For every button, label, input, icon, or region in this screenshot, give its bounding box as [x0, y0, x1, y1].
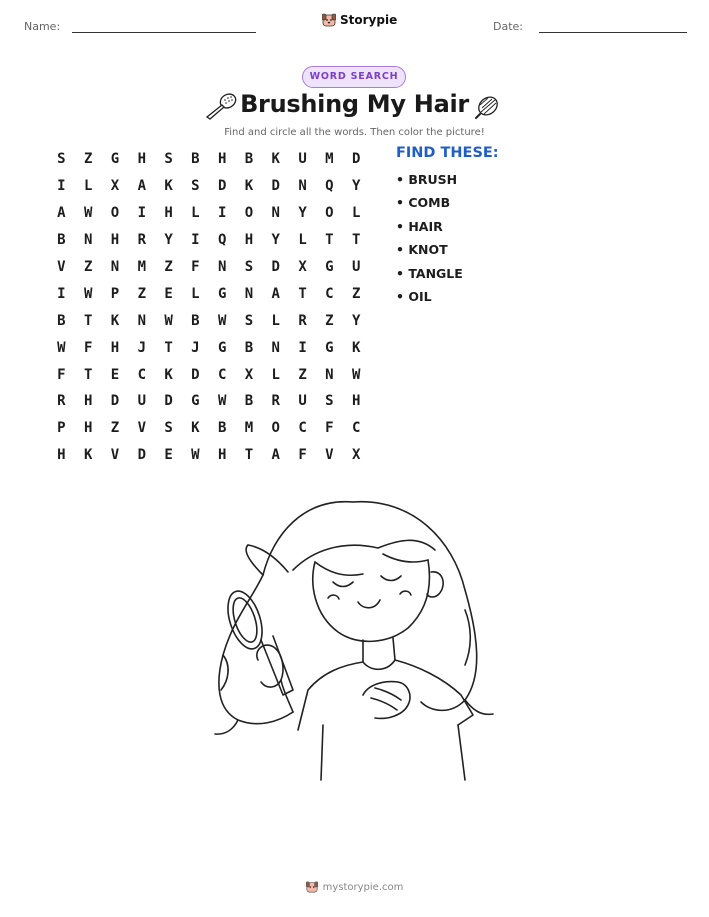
grid-letter[interactable]: X: [110, 178, 120, 195]
grid-letter[interactable]: R: [298, 312, 307, 329]
grid-letter[interactable]: M: [137, 259, 146, 275]
grid-letter[interactable]: V: [325, 447, 334, 464]
grid-letter[interactable]: C: [137, 366, 146, 383]
grid-letter[interactable]: I: [217, 205, 227, 222]
grid-letter[interactable]: A: [137, 178, 146, 195]
grid-letter[interactable]: P: [110, 285, 120, 302]
grid-letter[interactable]: U: [351, 259, 361, 275]
grid-letter[interactable]: W: [191, 447, 200, 464]
instructions: Find and circle all the words. Then color the picture!: [224, 127, 485, 138]
grid-letter[interactable]: B: [244, 151, 254, 168]
grid-letter[interactable]: B: [57, 232, 66, 249]
grid-letter[interactable]: U: [298, 393, 307, 410]
grid-letter[interactable]: Y: [351, 312, 361, 329]
dog-mascot-icon: [322, 13, 336, 27]
grid-letter[interactable]: L: [351, 205, 361, 222]
grid-letter[interactable]: N: [137, 312, 146, 329]
grid-row: [48, 334, 370, 361]
grid-letter[interactable]: W: [217, 312, 227, 329]
girl-brushing-hair-illustration: [203, 490, 503, 790]
brand-name: Storypie: [340, 13, 398, 27]
grid-letter[interactable]: H: [83, 393, 93, 410]
grid-letter[interactable]: N: [298, 178, 307, 195]
grid-letter[interactable]: W: [83, 205, 93, 222]
grid-letter[interactable]: A: [271, 447, 280, 464]
grid-letter[interactable]: W: [164, 312, 173, 329]
grid-letter[interactable]: H: [110, 339, 120, 356]
grid-letter[interactable]: O: [325, 205, 334, 222]
grid-letter[interactable]: B: [191, 312, 200, 329]
grid-letter[interactable]: A: [271, 285, 280, 302]
grid-row: [48, 227, 370, 254]
grid-letter[interactable]: S: [244, 259, 254, 275]
grid-letter[interactable]: I: [137, 205, 146, 222]
grid-letter[interactable]: B: [244, 393, 254, 410]
grid-letter[interactable]: F: [83, 339, 93, 356]
grid-letter[interactable]: Z: [83, 259, 93, 275]
grid-letter[interactable]: G: [325, 339, 334, 356]
grid-letter[interactable]: D: [110, 393, 120, 410]
grid-row: [48, 173, 370, 200]
grid-letter[interactable]: F: [57, 366, 66, 383]
grid-letter[interactable]: Y: [298, 205, 307, 222]
grid-letter[interactable]: P: [57, 420, 66, 437]
grid-letter[interactable]: V: [57, 259, 66, 275]
grid-letter[interactable]: D: [271, 178, 280, 195]
grid-letter[interactable]: N: [217, 259, 227, 275]
date-label: Date:: [493, 20, 523, 33]
grid-letter[interactable]: I: [298, 339, 307, 356]
name-label: Name:: [24, 20, 61, 33]
grid-letter[interactable]: E: [164, 447, 173, 464]
grid-letter[interactable]: H: [164, 205, 173, 222]
grid-letter[interactable]: Y: [351, 178, 361, 195]
grid-letter[interactable]: I: [191, 232, 200, 249]
grid-letter[interactable]: W: [217, 393, 227, 410]
grid-letter[interactable]: Z: [298, 366, 307, 383]
grid-row: [48, 280, 370, 307]
grid-letter[interactable]: K: [110, 312, 120, 329]
grid-letter[interactable]: T: [83, 366, 93, 383]
grid-letter[interactable]: S: [164, 151, 173, 168]
grid-letter[interactable]: Z: [164, 259, 173, 275]
grid-letter[interactable]: Y: [164, 232, 173, 249]
grid-letter[interactable]: K: [164, 178, 173, 195]
grid-letter[interactable]: J: [137, 339, 146, 356]
grid-letter[interactable]: L: [271, 366, 280, 383]
grid-letter[interactable]: N: [83, 232, 93, 249]
word-list-item: • TANGLE: [396, 265, 463, 281]
grid-letter[interactable]: Z: [351, 285, 361, 302]
grid-letter[interactable]: N: [325, 366, 334, 383]
grid-row: [48, 200, 370, 227]
grid-letter[interactable]: G: [325, 259, 334, 275]
grid-letter[interactable]: C: [298, 420, 307, 437]
grid-letter[interactable]: F: [325, 420, 334, 437]
grid-letter[interactable]: D: [191, 366, 200, 383]
grid-letter[interactable]: H: [244, 232, 254, 249]
comb-icon: [474, 92, 502, 120]
grid-row: [48, 146, 370, 173]
grid-letter[interactable]: H: [57, 447, 66, 464]
grid-letter[interactable]: T: [164, 339, 173, 356]
word-list-item: • KNOT: [396, 242, 448, 258]
grid-letter[interactable]: L: [83, 178, 93, 195]
grid-letter[interactable]: X: [351, 447, 361, 464]
grid-letter[interactable]: I: [57, 178, 66, 195]
grid-letter[interactable]: L: [191, 205, 200, 222]
grid-row: [48, 388, 370, 415]
grid-letter[interactable]: C: [325, 285, 334, 302]
grid-letter[interactable]: M: [244, 420, 254, 437]
page-title: Brushing My Hair: [240, 90, 469, 118]
grid-letter[interactable]: T: [244, 447, 254, 464]
grid-letter[interactable]: S: [244, 312, 254, 329]
grid-letter[interactable]: G: [217, 339, 227, 356]
grid-letter[interactable]: T: [351, 232, 361, 249]
word-list-item: • OIL: [396, 288, 432, 304]
grid-letter[interactable]: S: [164, 420, 173, 437]
grid-letter[interactable]: G: [110, 151, 120, 168]
grid-letter[interactable]: D: [217, 178, 227, 195]
grid-letter[interactable]: D: [137, 447, 146, 464]
grid-letter[interactable]: R: [271, 393, 280, 410]
grid-letter[interactable]: L: [271, 312, 280, 329]
grid-letter[interactable]: B: [191, 151, 200, 168]
grid-row: [48, 442, 370, 469]
grid-letter[interactable]: K: [191, 420, 200, 437]
grid-letter[interactable]: K: [271, 151, 280, 168]
date-line[interactable]: [539, 32, 687, 33]
grid-row: [48, 415, 370, 442]
find-these-heading: FIND THESE:: [396, 145, 499, 161]
grid-letter[interactable]: J: [191, 339, 200, 356]
grid-letter[interactable]: Z: [83, 151, 93, 168]
grid-letter[interactable]: B: [57, 312, 66, 329]
grid-letter[interactable]: V: [110, 447, 120, 464]
grid-letter[interactable]: X: [298, 259, 307, 275]
grid-letter[interactable]: Z: [110, 420, 120, 437]
grid-letter[interactable]: S: [57, 151, 66, 168]
grid-letter[interactable]: T: [325, 232, 334, 249]
grid-letter[interactable]: V: [137, 420, 146, 437]
grid-letter[interactable]: W: [57, 339, 66, 356]
dog-mascot-icon: [306, 881, 318, 893]
grid-letter[interactable]: X: [244, 366, 254, 383]
word-list-item: • HAIR: [396, 218, 443, 234]
grid-letter[interactable]: Q: [325, 178, 334, 195]
grid-letter[interactable]: R: [137, 232, 146, 249]
grid-letter[interactable]: G: [217, 285, 227, 302]
grid-letter[interactable]: H: [351, 393, 361, 410]
grid-row: [48, 307, 370, 334]
grid-letter[interactable]: D: [164, 393, 173, 410]
grid-letter[interactable]: W: [83, 285, 93, 302]
grid-letter[interactable]: U: [137, 393, 146, 410]
grid-letter[interactable]: E: [164, 285, 173, 302]
grid-letter[interactable]: N: [244, 285, 254, 302]
grid-letter[interactable]: D: [271, 259, 280, 275]
grid-letter[interactable]: Z: [137, 285, 146, 302]
grid-letter[interactable]: U: [298, 151, 307, 168]
grid-letter[interactable]: T: [298, 285, 307, 302]
grid-letter[interactable]: B: [217, 420, 227, 437]
grid-letter[interactable]: B: [244, 339, 254, 356]
grid-row: [48, 254, 370, 281]
grid-letter[interactable]: N: [271, 339, 280, 356]
grid-letter[interactable]: L: [191, 285, 200, 302]
grid-letter[interactable]: K: [244, 178, 254, 195]
grid-letter[interactable]: O: [244, 205, 254, 222]
grid-letter[interactable]: N: [271, 205, 280, 222]
word-list: [396, 171, 463, 311]
brand-logo: [322, 13, 397, 27]
grid-letter[interactable]: H: [83, 420, 93, 437]
grid-letter[interactable]: K: [351, 339, 361, 356]
word-search-badge: WORD SEARCH: [302, 66, 406, 88]
footer-url[interactable]: mystorypie.com: [322, 881, 404, 893]
grid-letter[interactable]: F: [191, 259, 200, 275]
grid-letter[interactable]: O: [110, 205, 120, 222]
grid-letter[interactable]: H: [137, 151, 146, 168]
grid-letter[interactable]: N: [110, 259, 120, 275]
grid-letter[interactable]: M: [325, 151, 334, 168]
grid-letter[interactable]: C: [217, 366, 227, 383]
grid-letter[interactable]: F: [298, 447, 307, 464]
grid-letter[interactable]: H: [110, 232, 120, 249]
grid-letter[interactable]: K: [164, 366, 173, 383]
grid-letter[interactable]: L: [298, 232, 307, 249]
grid-letter[interactable]: Q: [217, 232, 227, 249]
grid-letter[interactable]: G: [191, 393, 200, 410]
grid-letter[interactable]: H: [217, 447, 227, 464]
footer: [0, 881, 709, 893]
word-list-item: • COMB: [396, 195, 451, 211]
grid-letter[interactable]: W: [351, 366, 361, 383]
name-line[interactable]: [72, 32, 256, 33]
grid-letter[interactable]: Y: [271, 232, 280, 249]
grid-letter[interactable]: S: [191, 178, 200, 195]
grid-letter[interactable]: S: [325, 393, 334, 410]
word-search-grid: [48, 146, 370, 469]
grid-row: [48, 361, 370, 388]
grid-letter[interactable]: I: [57, 285, 66, 302]
grid-letter[interactable]: E: [110, 366, 120, 383]
grid-letter[interactable]: O: [271, 420, 280, 437]
word-list-item: • BRUSH: [396, 172, 458, 187]
grid-letter[interactable]: T: [83, 312, 93, 329]
grid-letter[interactable]: H: [217, 151, 227, 168]
grid-letter[interactable]: R: [57, 393, 66, 410]
grid-letter[interactable]: K: [83, 447, 93, 464]
grid-letter[interactable]: C: [351, 420, 361, 437]
grid-letter[interactable]: D: [351, 151, 361, 168]
grid-letter[interactable]: A: [57, 205, 66, 222]
grid-letter[interactable]: Z: [325, 312, 334, 329]
